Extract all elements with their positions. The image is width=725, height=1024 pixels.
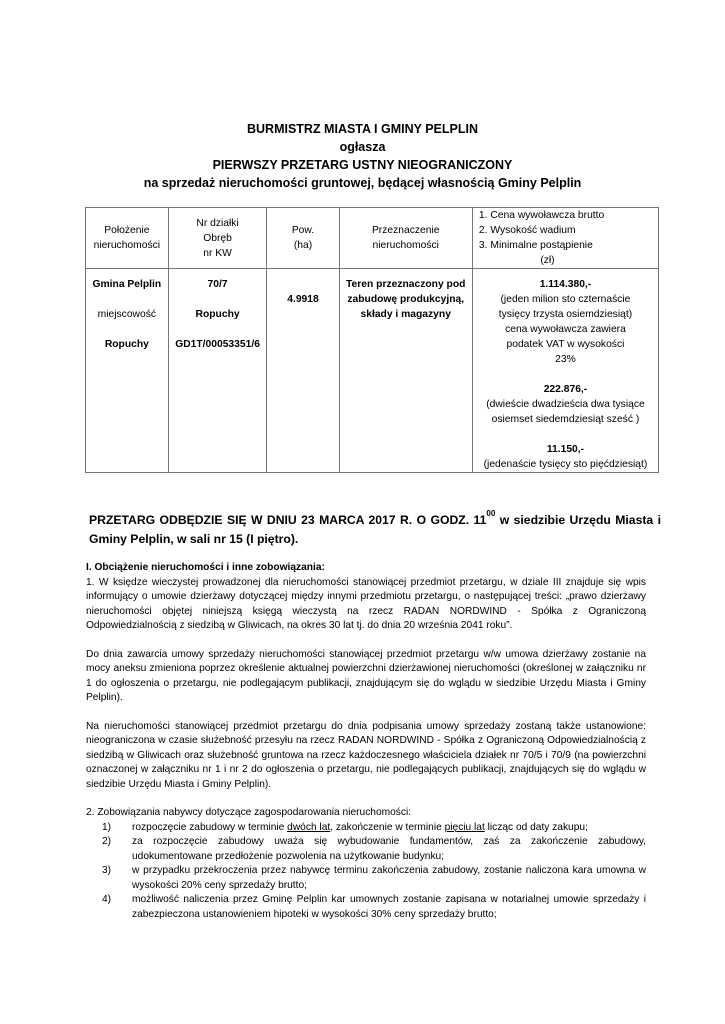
table-header-row [86, 208, 659, 269]
authority-title: BURMISTRZ MIASTA I GMINY PELPLIN [246, 122, 479, 136]
list-item: 3) w przypadku przekroczenia przez nabywcę terminu zakończenia zabudowy, zostanie naliczona kara umowna w wysokości 20% ceny sprzedaży brutto; [102, 865, 646, 891]
cell-price: 1.114.380,- (jeden milion sto czternaście tysięcy trzysta osiemdziesiąt) cena wywoławcza zawiera podatek VAT w wysokości 23% 222.876,- (dwieście dwadzieścia dwa tysiące osiemset siedemdziesiąt sześć ) 11.150,- (jedenaście tysięcy sto pięćdziesiąt) [472, 269, 658, 473]
auction-date-notice: PRZETARG ODBĘDZIE SIĘ W DNIU 23 MARCA 2017 R. O GODZ. $11^{00}$ w siedzibie Urzędu Miasta i Gminy Pelplin, w sali nr 15 (I piętro). [89, 509, 662, 546]
paragraph: Do dnia zawarcia umowy sprzedaży nieruchomości stanowiącej przedmiot przetargu w/w umowa dzierżawy zostanie na mocy aneksu zmieniona poprzez określenie aktualnej powierzchni dzierżawionej nieruchomości (określonej w załączniku nr 1 do ogłoszenia o przetargu, nie podlegającym publikacji, znajdującym się do wglądu w siedzibie Urzędu Miasta i Gminy Pelplin). [86, 648, 646, 703]
obligations-list [86, 821, 646, 923]
announces-word: ogłasza [339, 140, 386, 154]
header-price: 1. Cena wywoławcza brutto 2. Wysokość wadium 3. Minimalne postąpienie (zł) [472, 208, 658, 269]
table-row [86, 269, 659, 473]
list-item: 2) za rozpoczęcie zabudowy uważa się wybudowanie fundamentów, zaś za zakończenie zabudowy, udokumentowane przedłożenie pozwolenia na użytkowanie budynku; [102, 836, 646, 862]
header-purpose: Przeznaczenie nieruchomości [339, 208, 472, 269]
announcement-header [0, 120, 725, 192]
section1-heading: I. Obciążenie nieruchomości i inne zobowiązania: [86, 562, 325, 573]
paragraph: Na nieruchomości stanowiącej przedmiot przetargu do dnia podpisania umowy sprzedaży zostaną także ustanowione: nieograniczona w czasie służebność przesyłu na rzecz RADAN NORDWIND - Spółka z Ograniczoną Odpowiedzialnością z siedzibą w Gliwicach oraz służebność gruntowa na rzecz każdoczesnego właściciela działek nr 70/5 i 70/9 (na powierzchni oznaczonej w załączniku nr 1 i nr 2 do ogłoszenia o przetargu, nie podlegających publikacji, znajdujących się do wglądu w siedzibie Urzędu Miasta i Gminy Pelplin). [86, 720, 646, 790]
deposit-amount: 222.876,- [543, 384, 588, 395]
list-item: 4) możliwość naliczenia przez Gminę Pelplin kar umownych zostanie zapisana w notarialnej umowie sprzedaży i zabezpieczona ustanowieniem hipoteki w wysokości 30% ceny sprzedaży brutto; [102, 894, 646, 920]
min-increment: 11.150,- [546, 444, 585, 455]
cell-purpose: Teren przeznaczony pod zabudowę produkcyjną, składy i magazyny [339, 269, 472, 473]
tender-subject: na sprzedaż nieruchomości gruntowej, będącej własnością Gminy Pelplin [143, 176, 582, 190]
header-parcel: Nr działki Obręb nr KW [168, 208, 267, 269]
cell-location: Gmina Pelplin miejscowość Ropuchy [86, 269, 169, 473]
announcement-body [86, 561, 646, 922]
property-table [85, 207, 659, 473]
cell-area: 4.9918 [267, 269, 339, 473]
header-location: Położenie nieruchomości [86, 208, 169, 269]
paragraph: 1. W księdze wieczystej prowadzonej dla nieruchomości stanowiącej przedmiot przetargu, w dziale III znajduje się wpis informujący o umowie dzierżawy dotyczącej między innymi przedmiotu przetargu, o następującej treści: „prawo dzierżawy nieruchomości objętej niniejszą księgą wieczystą na rzecz RADAN NORDWIND - Spółka z Ograniczoną Odpowiedzialnością z siedzibą w Gliwicach, na okres 30 lat tj. do dnia 20 września 2041 roku”. [86, 576, 646, 631]
section2-heading: 2. Zobowiązania nabywcy dotyczące zagospodarowania nieruchomości: [86, 807, 412, 818]
tender-type: PIERWSZY PRZETARG USTNY NIEOGRANICZONY [212, 158, 513, 172]
list-item: 1) rozpoczęcie zabudowy w terminie dwóch lat, zakończenie w terminie pięciu lat licząc od daty zakupu; [102, 821, 588, 833]
starting-price: 1.114.380,- [539, 279, 592, 290]
cell-parcel: 70/7 Ropuchy GD1T/00053351/6 [168, 269, 267, 473]
header-area: Pow. (ha) [267, 208, 339, 269]
